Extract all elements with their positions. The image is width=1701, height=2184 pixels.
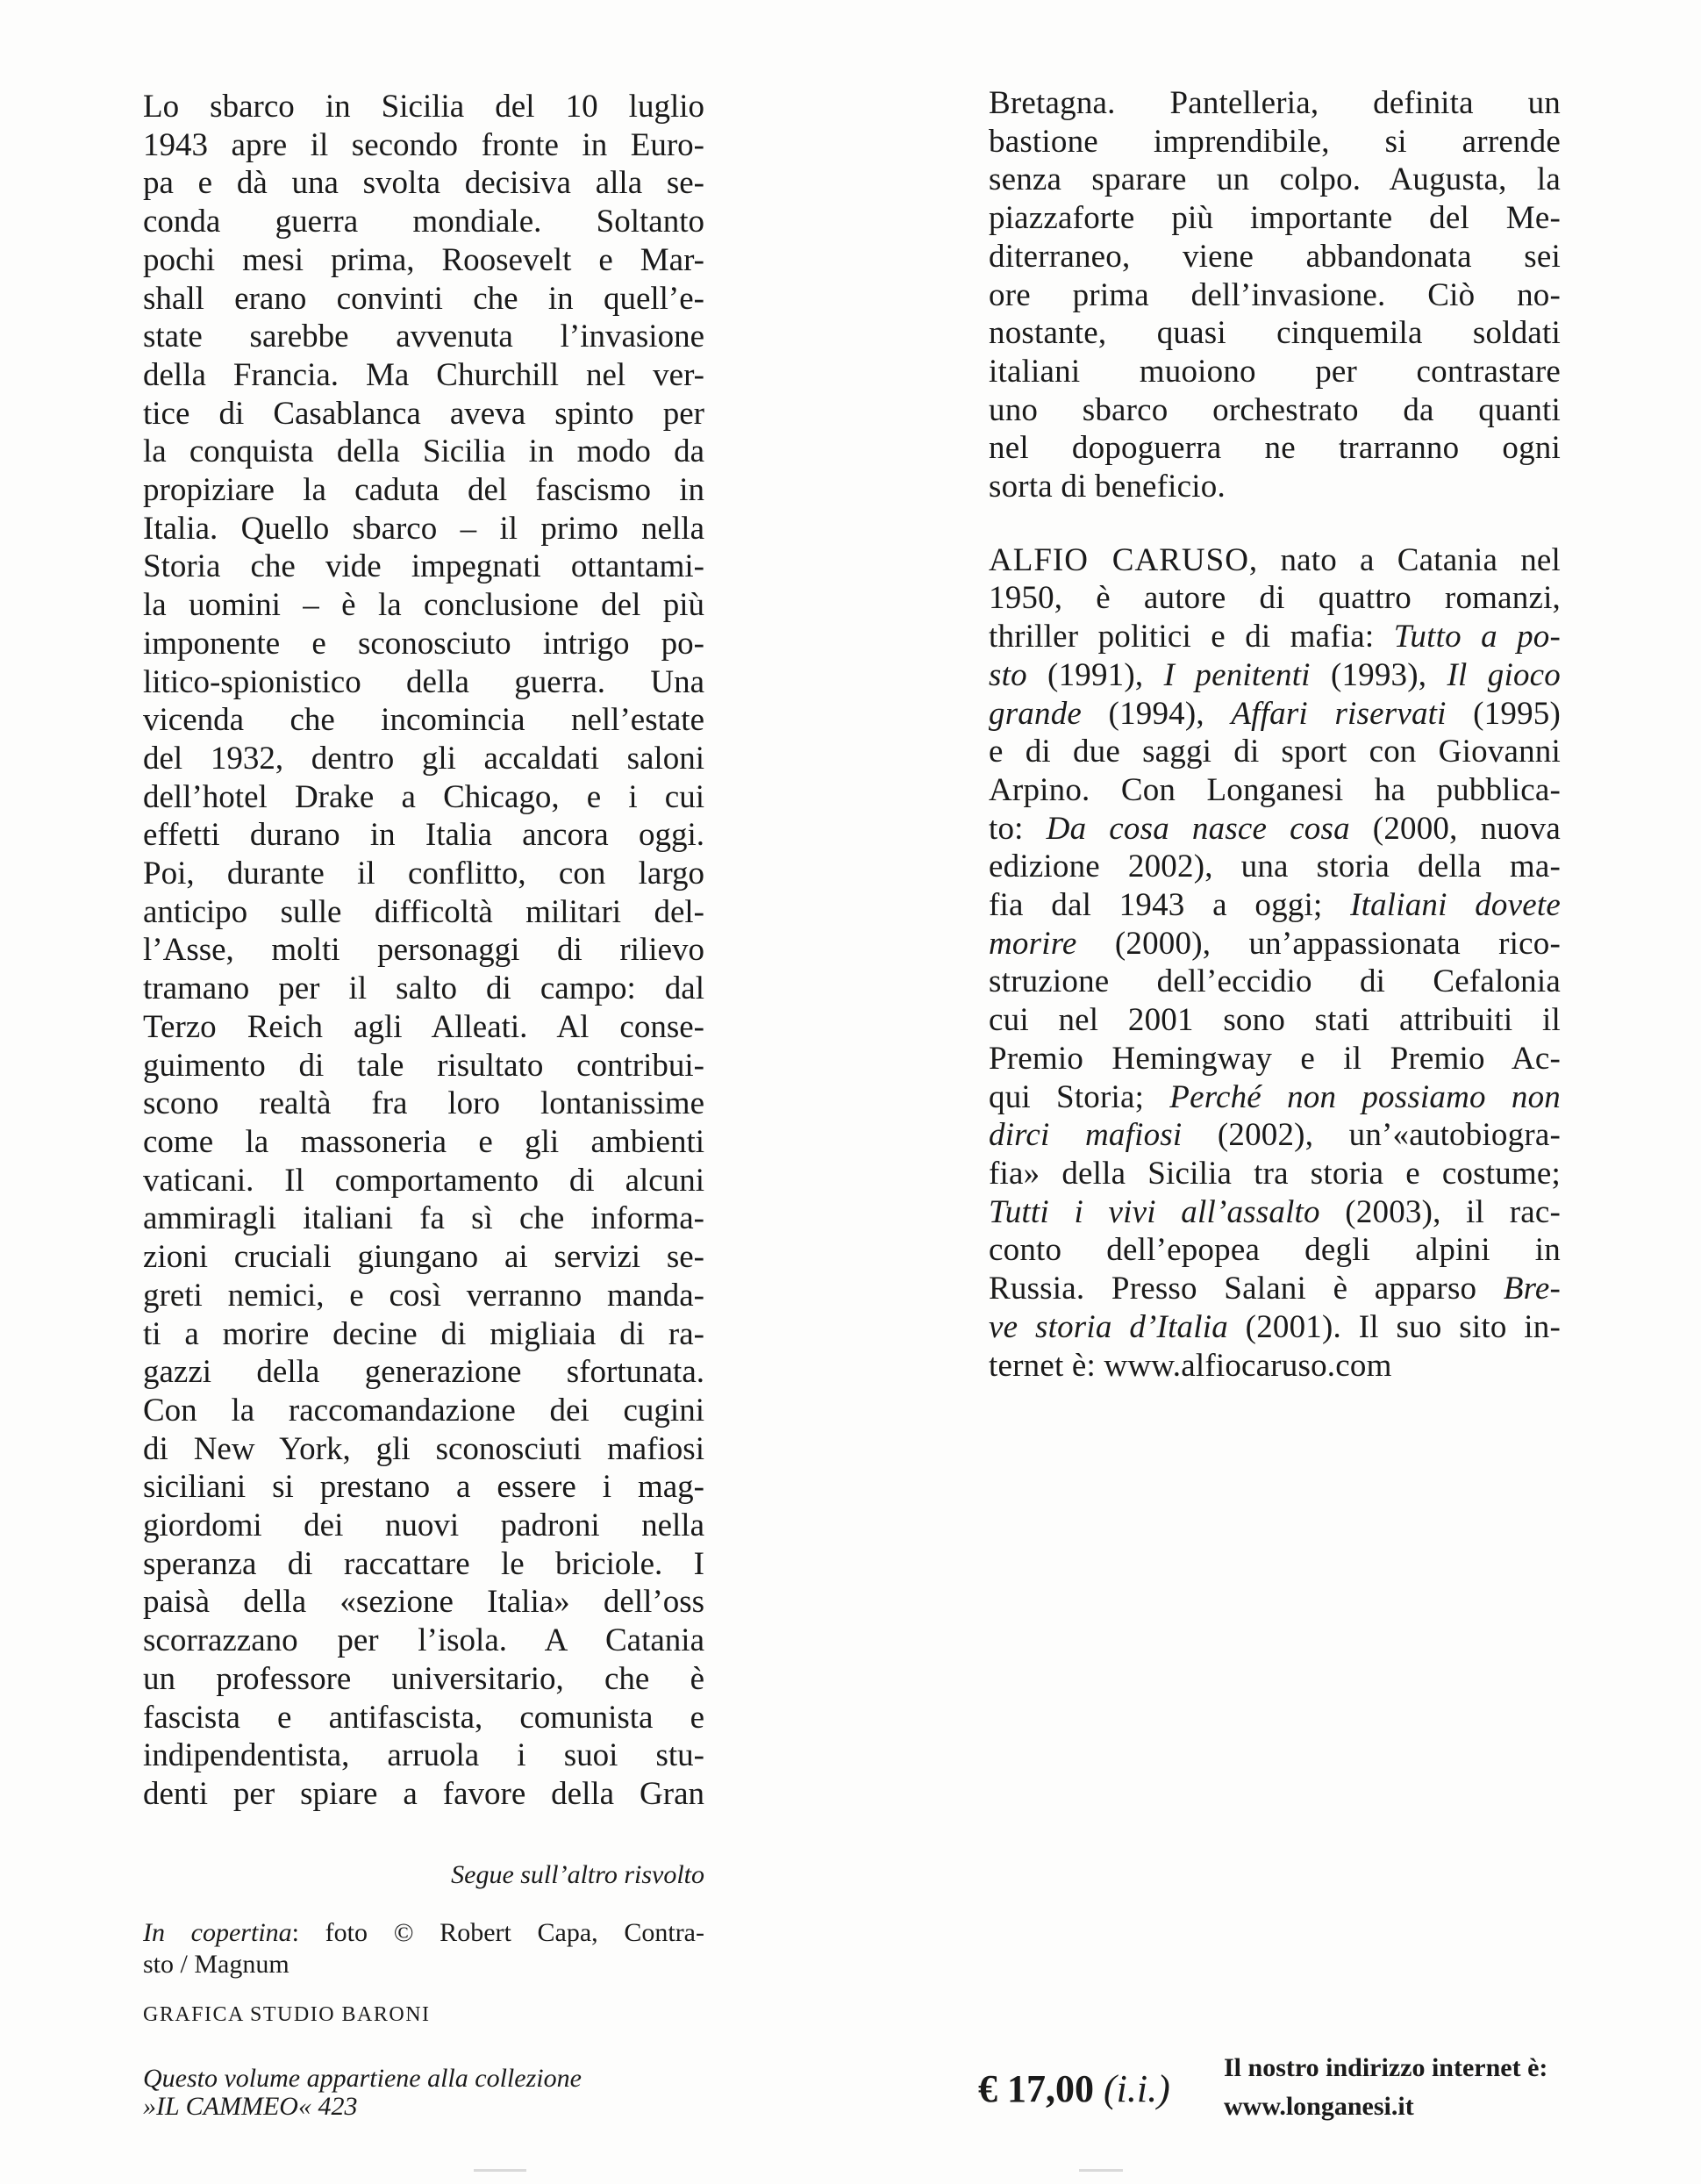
- website-url: www.longanesi.it: [1224, 2092, 1414, 2121]
- bio-text: (2001). Il suo sito in-: [1227, 1308, 1561, 1345]
- left-flap: [143, 88, 704, 1814]
- series-note-line-2: »IL CAMMEO« 423: [143, 2092, 358, 2121]
- book-title: Bre-: [1503, 1271, 1561, 1307]
- bio-text: Premio Hemingway e il Premio Ac-: [989, 1040, 1561, 1077]
- text-line: dell’hotel Drake a Chicago, e i cui: [143, 778, 704, 815]
- book-title: dirci mafiosi: [989, 1117, 1183, 1154]
- text-line: denti per spiare a favore della Gran: [143, 1775, 704, 1812]
- price-value: € 17,00: [978, 2067, 1094, 2110]
- price-suffix: (i.i.): [1104, 2067, 1170, 2110]
- text-line: fascista e antifascista, comunista e: [143, 1699, 704, 1736]
- book-title: Affari riservati: [1231, 695, 1447, 732]
- cover-credit-text: : foto © Robert Capa, Contra-: [291, 1918, 704, 1947]
- text-line: speranza di raccattare le briciole. I: [143, 1545, 704, 1582]
- bio-text: (1993),: [1310, 656, 1447, 693]
- text-line: nel dopoguerra ne trarranno ogni: [989, 430, 1561, 467]
- cover-credit: [143, 1917, 704, 1980]
- text-line: tice di Casablanca aveva spinto per: [143, 395, 704, 432]
- text-line: propiziare la caduta del fascismo in: [143, 472, 704, 509]
- text-line: paisà della «sezione Italia» dell’oss: [143, 1584, 704, 1621]
- publisher-website: [1224, 2049, 1547, 2126]
- bio-text: qui Storia;: [989, 1078, 1170, 1115]
- text-line: la uomini – è la conclusione del più: [143, 587, 704, 624]
- text-line: ammiragli italiani fa sì che informa-: [143, 1200, 704, 1237]
- text-line: un professore universitario, che è: [143, 1660, 704, 1697]
- text-line: greti nemici, e così verranno manda-: [143, 1277, 704, 1314]
- text-line: guimento di tale risultato contribui-: [143, 1047, 704, 1084]
- text-line: diterraneo, viene abbandonata sei: [989, 238, 1561, 275]
- series-note: [143, 2065, 704, 2121]
- text-line: Con la raccomandazione dei cugini: [143, 1392, 704, 1429]
- book-title: morire: [989, 925, 1077, 962]
- author-name: ALFIO CARUSO: [989, 541, 1249, 578]
- text-line: uno sbarco orchestrato da quanti: [989, 391, 1561, 428]
- text-line: siciliani si prestano a essere i mag-: [143, 1469, 704, 1506]
- text-line: zioni cruciali giungano ai servizi se-: [143, 1239, 704, 1276]
- text-line: pochi mesi prima, Roosevelt e Mar-: [143, 241, 704, 278]
- text-line: shall erano convinti che in quell’e-: [143, 280, 704, 317]
- book-title: Tutti i vivi all’assalto: [989, 1193, 1320, 1230]
- continued-note: Segue sull’altro risvolto: [451, 1860, 704, 1889]
- bio-text: , nato a Catania nel: [1248, 541, 1561, 578]
- text-line: della Francia. Ma Churchill nel ver-: [143, 356, 704, 393]
- cover-credit-text-2: sto / Magnum: [143, 1950, 289, 1979]
- text-line: l’Asse, molti personaggi di rilievo: [143, 932, 704, 969]
- bio-text: Russia. Presso Salani è apparso: [989, 1271, 1504, 1307]
- text-line: Bretagna. Pantelleria, definita un: [989, 85, 1561, 121]
- text-line: tramano per il salto di campo: dal: [143, 970, 704, 1007]
- bio-text: 1950, è autore di quattro romanzi,: [989, 580, 1561, 617]
- book-title: grande: [989, 695, 1083, 732]
- text-line: effetti durano in Italia ancora oggi.: [143, 817, 704, 854]
- text-line: conda guerra mondiale. Soltanto: [143, 204, 704, 240]
- text-line: vicenda che incomincia nell’estate: [143, 702, 704, 739]
- bio-text: conto dell’epopea degli alpini in: [989, 1232, 1561, 1269]
- book-title: Tutto a po-: [1393, 619, 1561, 655]
- left-flap-body: [143, 88, 704, 1814]
- bio-text: (2002), un’«autobiogra-: [1182, 1117, 1561, 1154]
- text-line: vaticani. Il comportamento di alcuni: [143, 1162, 704, 1199]
- series-note-line-1: Questo volume appartiene alla collezione: [143, 2064, 582, 2093]
- book-title: Perché non possiamo non: [1169, 1078, 1562, 1115]
- text-line: bastione imprendibile, si arrende: [989, 123, 1561, 160]
- text-line: anticipo sulle difficoltà militari del-: [143, 893, 704, 930]
- scan-mark: [1079, 2169, 1123, 2172]
- bio-text: (2000, nuova: [1349, 810, 1561, 847]
- bio-text: to:: [989, 810, 1047, 847]
- book-title: I penitenti: [1163, 656, 1311, 693]
- text-line: ti a morire decine di migliaia di ra-: [143, 1315, 704, 1352]
- text-line: state sarebbe avvenuta l’invasione: [143, 319, 704, 355]
- scan-mark: [474, 2169, 526, 2172]
- right-flap: [989, 84, 1561, 1385]
- text-line: italiani muoiono per contrastare: [989, 353, 1561, 390]
- bio-text: (2000), un’appassionata rico-: [1076, 925, 1561, 962]
- text-line: Lo sbarco in Sicilia del 10 luglio: [143, 89, 704, 125]
- text-line: di New York, gli sconosciuti mafiosi: [143, 1430, 704, 1467]
- right-flap-body: [989, 84, 1561, 506]
- text-line: Storia che vide impegnati ottantami-: [143, 548, 704, 585]
- text-line: pa e dà una svolta decisiva alla se-: [143, 165, 704, 202]
- text-line: imponente e sconosciuto intrigo po-: [143, 625, 704, 662]
- text-line: piazzaforte più importante del Me-: [989, 200, 1561, 237]
- bio-text: cui nel 2001 sono stati attribuiti il: [989, 1002, 1561, 1039]
- bio-text: fia dal 1943 a oggi;: [989, 887, 1351, 924]
- book-title: Il gioco: [1447, 656, 1561, 693]
- text-line: scono realtà fra loro lontanissime: [143, 1085, 704, 1122]
- bio-text: Arpino. Con Longanesi ha pubblica-: [989, 771, 1561, 808]
- book-title: sto: [989, 656, 1027, 693]
- text-line: 1943 apre il secondo fronte in Euro-: [143, 126, 704, 163]
- book-title: Italiani dovete: [1350, 887, 1561, 924]
- bio-text: edizione 2002), una storia della ma-: [989, 849, 1561, 885]
- text-line: scorrazzano per l’isola. A Catania: [143, 1622, 704, 1659]
- text-line: ore prima dell’invasione. Ciò no-: [989, 276, 1561, 313]
- text-line: Poi, durante il conflitto, con largo: [143, 856, 704, 892]
- website-label: Il nostro indirizzo internet è:: [1224, 2053, 1548, 2082]
- bio-text: (1991),: [1026, 656, 1164, 693]
- bio-text: (1995): [1446, 695, 1561, 732]
- book-title: Da cosa nasce cosa: [1046, 810, 1350, 847]
- text-line: del 1932, dentro gli accaldati saloni: [143, 740, 704, 777]
- bio-text: e di due saggi di sport con Giovanni: [989, 734, 1561, 770]
- bio-text: fia» della Sicilia tra storia e costume;: [989, 1155, 1561, 1192]
- design-credit: GRAFICA STUDIO BARONI: [143, 2003, 431, 2026]
- text-line: nostante, quasi cinquemila soldati: [989, 315, 1561, 352]
- author-bio: [989, 541, 1561, 1385]
- bio-text: struzione dell’eccidio di Cefalonia: [989, 963, 1561, 1000]
- bio-text: ternet è: www.alfiocaruso.com: [989, 1347, 1392, 1384]
- book-title: ve storia d’Italia: [989, 1308, 1228, 1345]
- text-line: la conquista della Sicilia in modo da: [143, 433, 704, 470]
- bio-text: thriller politici e di mafia:: [989, 619, 1394, 655]
- text-line: sorta di beneficio.: [989, 469, 1226, 505]
- text-line: gazzi della generazione sfortunata.: [143, 1354, 704, 1391]
- bio-text: (1994),: [1082, 695, 1232, 732]
- bio-text: (2003), il rac-: [1319, 1193, 1561, 1230]
- text-line: Italia. Quello sbarco – il primo nella: [143, 510, 704, 547]
- text-line: indipendentista, arruola i suoi stu-: [143, 1737, 704, 1774]
- text-line: Terzo Reich agli Alleati. Al conse-: [143, 1008, 704, 1045]
- text-line: come la massoneria e gli ambienti: [143, 1123, 704, 1160]
- text-line: giordomi dei nuovi padroni nella: [143, 1507, 704, 1544]
- text-line: senza sparare un colpo. Augusta, la: [989, 161, 1561, 198]
- text-line: litico-spionistico della guerra. Una: [143, 663, 704, 700]
- cover-credit-label: In copertina: [143, 1918, 292, 1947]
- price: [978, 2066, 1170, 2111]
